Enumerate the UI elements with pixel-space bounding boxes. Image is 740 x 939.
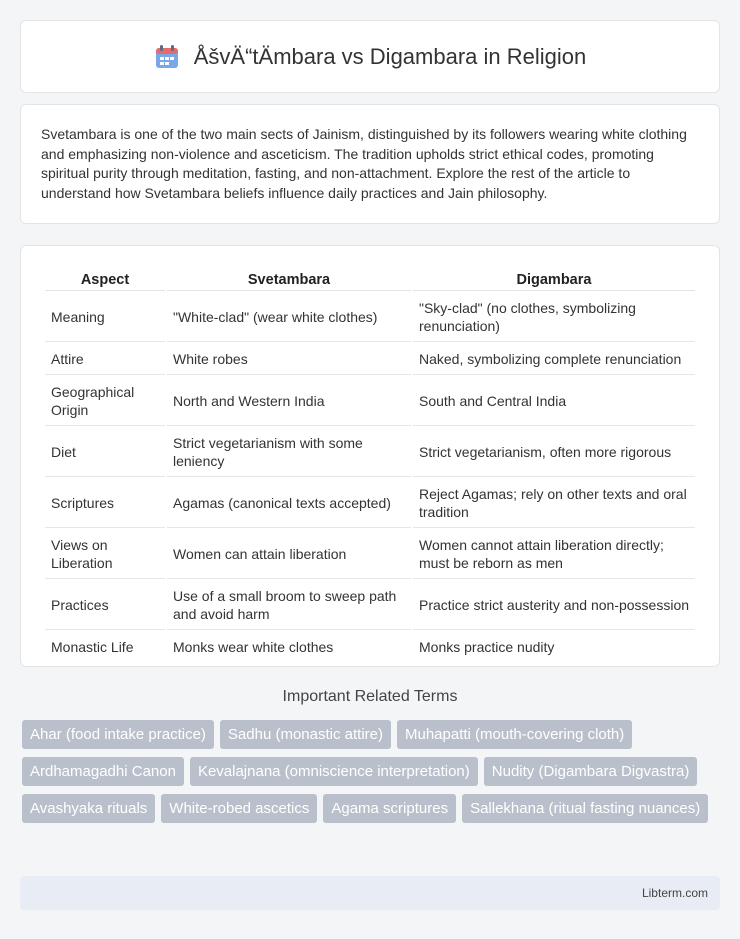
header-svetambara: Svetambara bbox=[167, 268, 411, 291]
table-cell: Strict vegetarianism with some leniency bbox=[167, 428, 411, 477]
table-cell: Attire bbox=[45, 344, 165, 375]
table-cell: Use of a small broom to sweep path and avoid harm bbox=[167, 581, 411, 630]
related-term-tag[interactable]: Muhapatti (mouth-covering cloth) bbox=[397, 720, 632, 749]
table-row bbox=[45, 479, 695, 528]
related-term-tag[interactable]: Kevalajnana (omniscience interpretation) bbox=[190, 757, 478, 786]
related-terms-title: Important Related Terms bbox=[282, 688, 458, 705]
site-link[interactable]: Libterm.com bbox=[641, 886, 708, 900]
table-cell: Reject Agamas; rely on other texts and oral tradition bbox=[413, 479, 695, 528]
table-row bbox=[45, 632, 695, 662]
comparison-table bbox=[43, 266, 697, 664]
title-wrap bbox=[154, 44, 587, 70]
table-cell: Meaning bbox=[45, 293, 165, 342]
table-cell: Strict vegetarianism, often more rigorous bbox=[413, 428, 695, 477]
table-cell: Monastic Life bbox=[51, 639, 134, 655]
table-cell: White robes bbox=[167, 344, 411, 375]
table-cell: South and Central India bbox=[413, 377, 695, 426]
table-cell: Practices bbox=[45, 581, 165, 630]
table-cell: Women cannot attain liberation directly; must be reborn as men bbox=[413, 530, 695, 579]
table-cell: Geographical Origin bbox=[45, 377, 165, 426]
table-row bbox=[45, 293, 695, 342]
table-cell: "White-clad" (wear white clothes) bbox=[167, 293, 411, 342]
related-term-tag[interactable]: Agama scriptures bbox=[323, 794, 456, 823]
related-term-tag[interactable]: Sadhu (monastic attire) bbox=[220, 720, 391, 749]
table-row bbox=[45, 428, 695, 477]
table-cell: North and Western India bbox=[167, 377, 411, 426]
table-row bbox=[45, 530, 695, 579]
related-term-tag[interactable]: Ahar (food intake practice) bbox=[22, 720, 214, 749]
intro-paragraph: Svetambara is one of the two main sects of Jainism, distinguished by its followers wearing white clothing and emphasizing non-violence and asceticism. The tradition upholds strict ethical codes, promoting spiritual purity through meditation, fasting, and non-attachment. Explore the rest of the article to understand how Svetambara beliefs influence daily practices and Jain philosophy. bbox=[41, 126, 687, 201]
table-cell: Naked, symbolizing complete renunciation bbox=[413, 344, 695, 375]
table-cell: Practice strict austerity and non-possession bbox=[413, 581, 695, 630]
header-digambara: Digambara bbox=[413, 268, 695, 291]
table-cell: Scriptures bbox=[45, 479, 165, 528]
table-header-row bbox=[45, 268, 695, 291]
table-cell: Women can attain liberation bbox=[167, 530, 411, 579]
table-row bbox=[45, 344, 695, 375]
page-title: ÅšvÄ“tÄmbara vs Digambara in Religion bbox=[193, 43, 587, 69]
comparison-card bbox=[20, 245, 720, 667]
table-cell: Monks wear white clothes bbox=[173, 639, 334, 655]
table-cell: "Sky-clad" (no clothes, symbolizing renunciation) bbox=[413, 293, 695, 342]
table-row bbox=[45, 581, 695, 630]
table-cell: Monks practice nudity bbox=[419, 639, 555, 655]
related-term-tag[interactable]: Ardhamagadhi Canon bbox=[22, 757, 184, 786]
table-cell: Diet bbox=[45, 428, 165, 477]
footer bbox=[20, 876, 720, 910]
calendar-icon bbox=[154, 44, 180, 70]
intro-card bbox=[20, 104, 720, 224]
table-row bbox=[45, 377, 695, 426]
related-term-tag[interactable]: Avashyaka rituals bbox=[22, 794, 155, 823]
header-aspect: Aspect bbox=[45, 268, 165, 291]
table-cell: Views on Liberation bbox=[45, 530, 165, 579]
table-cell: Agamas (canonical texts accepted) bbox=[167, 479, 411, 528]
related-term-tag[interactable]: White-robed ascetics bbox=[161, 794, 317, 823]
related-terms-list bbox=[22, 720, 722, 823]
title-card bbox=[20, 20, 720, 93]
related-term-tag[interactable]: Sallekhana (ritual fasting nuances) bbox=[462, 794, 708, 823]
related-term-tag[interactable]: Nudity (Digambara Digvastra) bbox=[484, 757, 698, 786]
